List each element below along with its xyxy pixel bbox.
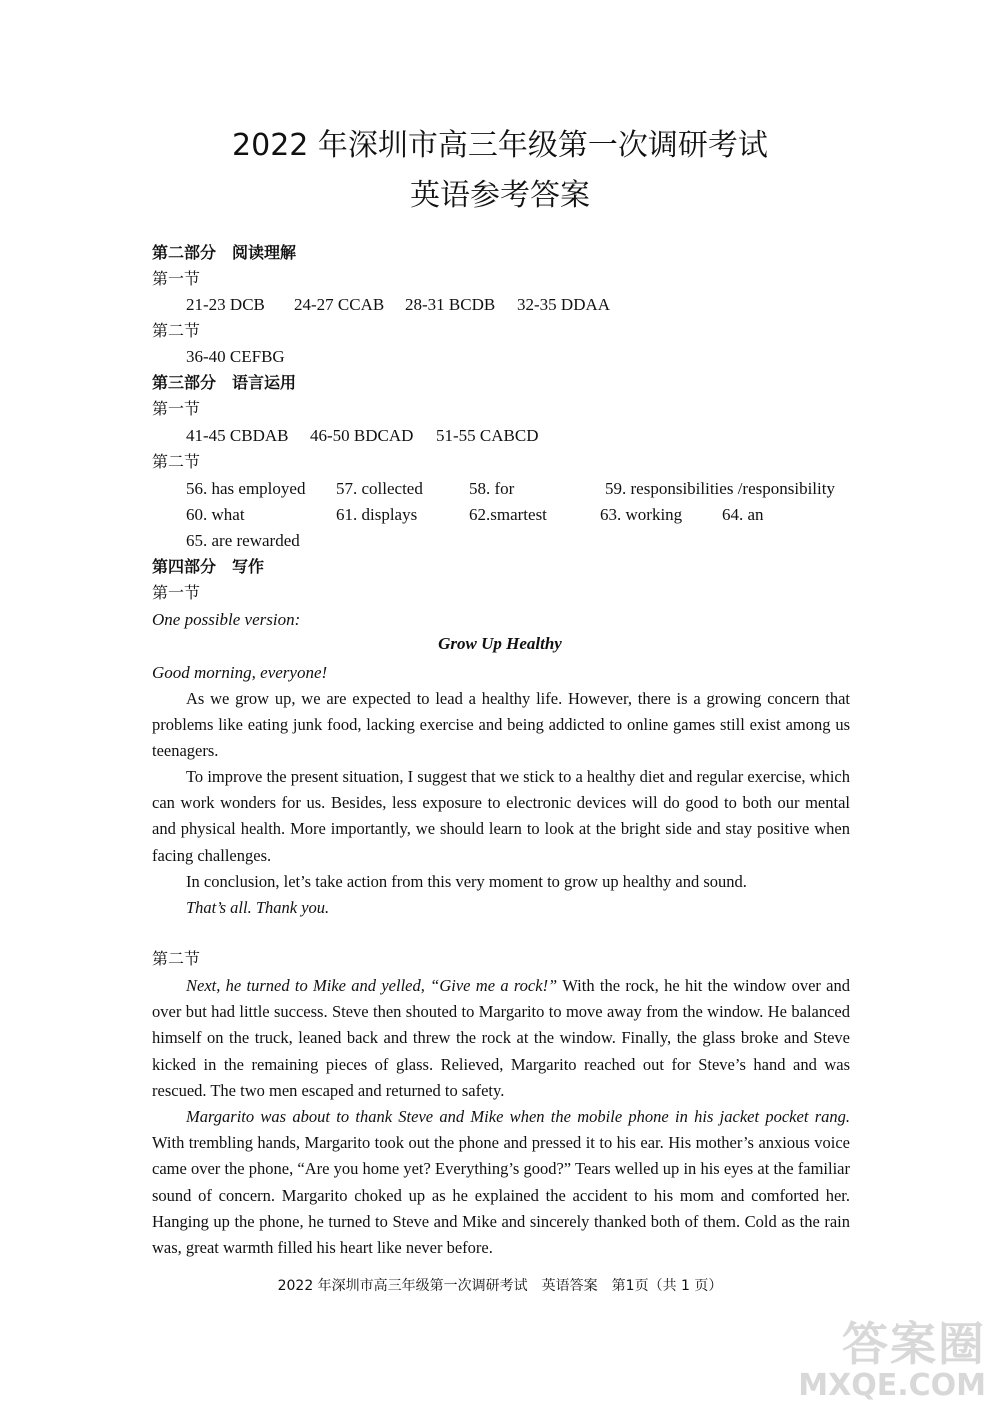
grammar-answer: 60. what bbox=[186, 505, 245, 524]
watermark-url: MXQE.COM bbox=[798, 1368, 986, 1403]
answer-group: 36-40 CEFBG bbox=[186, 347, 285, 366]
part3-sec1-label: 第一节 bbox=[152, 399, 201, 418]
grammar-answer: 59. responsibilities /responsibility bbox=[605, 479, 835, 498]
answer-group: 21-23 DCB bbox=[186, 295, 265, 314]
part4-sec2-label: 第二节 bbox=[152, 949, 201, 968]
story-text: With the rock, he hit the window over and over but had little success. Steve then shouted to Margarito to move away from the window. He balanced himself on the truck, leaned back and threw the rock at the window. Finally, the glass broke and Steve kicked in the remaining pieces of glass. Relieved, Margarito reached out for Steve’s hand and was rescued. The two men escaped and returned to safety. bbox=[152, 976, 851, 1100]
part2-heading: 第二部分 阅读理解 bbox=[152, 243, 297, 262]
answer-group: 46-50 BDCAD bbox=[310, 426, 414, 445]
page-subtitle: 英语参考答案 bbox=[410, 178, 590, 213]
part2-sec1-label: 第一节 bbox=[152, 269, 201, 288]
part4-sec1-label: 第一节 bbox=[152, 583, 201, 602]
grammar-answer: 56. has employed bbox=[186, 479, 306, 498]
grammar-answer: 57. collected bbox=[336, 479, 423, 498]
story-paragraph bbox=[152, 1104, 850, 1261]
answer-group: 41-45 CBDAB bbox=[186, 426, 289, 445]
site-watermark bbox=[786, 1308, 986, 1408]
answer-group: 32-35 DDAA bbox=[517, 295, 611, 314]
grammar-answer: 58. for bbox=[469, 479, 515, 498]
answer-group: 24-27 CCAB bbox=[294, 295, 385, 314]
grammar-answer: 62.smartest bbox=[469, 505, 547, 524]
grammar-answer: 64. an bbox=[722, 505, 764, 524]
part3-heading: 第三部分 语言运用 bbox=[152, 373, 297, 392]
answer-group: 28-31 BCDB bbox=[405, 295, 496, 314]
page-title: 2022 年深圳市高三年级第一次调研考试 bbox=[232, 128, 768, 163]
story-paragraph bbox=[152, 973, 850, 1104]
part4-heading: 第四部分 写作 bbox=[152, 557, 265, 576]
grammar-answer: 63. working bbox=[600, 505, 683, 524]
watermark-logo-text: 答案圈 bbox=[842, 1317, 986, 1371]
story-lead-sentence: Margarito was about to thank Steve and Mike when the mobile phone in his jacket pocket rang. bbox=[186, 1107, 850, 1126]
essay-paragraph: To improve the present situation, I suggest that we stick to a healthy diet and regular exercise, which can work wonders for us. Besides, less exposure to electronic devices will do good to both our mental and physical health. More importantly, we should learn to look at the bright side and stay positive when facing challenges. bbox=[152, 767, 850, 865]
essay-closing: That’s all. Thank you. bbox=[186, 898, 330, 917]
story-text: With trembling hands, Margarito took out the phone and pressed it to his ear. His mother’s anxious voice came over the phone, “Are you home yet? Everything’s good?” Tears welled up in his eyes at the familiar sound of concern. Margarito choked up as he explained the accident to his mom and comforted her. Hanging up the phone, he turned to Steve and Mike and sincerely thanked both of them. Cold as the rain was, great warmth filled his heart like never before. bbox=[152, 1133, 850, 1258]
part2-sec2-label: 第二节 bbox=[152, 321, 201, 340]
essay-paragraph: As we grow up, we are expected to lead a healthy life. However, there is a growing concern that problems like eating junk food, lacking exercise and being addicted to online games still exist among us teenagers. bbox=[152, 689, 850, 761]
grammar-answer: 61. displays bbox=[336, 505, 418, 524]
page-footer: 2022 年深圳市高三年级第一次调研考试 英语答案 第1页（共 1 页） bbox=[277, 1278, 723, 1294]
grammar-answer: 65. are rewarded bbox=[186, 531, 300, 550]
essay-paragraph: In conclusion, let’s take action from this very moment to grow up healthy and sound. bbox=[186, 872, 747, 891]
essay-title: Grow Up Healthy bbox=[438, 634, 562, 653]
answer-group: 51-55 CABCD bbox=[436, 426, 539, 445]
version-label: One possible version: bbox=[152, 610, 301, 629]
story-lead-sentence: Next, he turned to Mike and yelled, “Give me a rock!” bbox=[186, 976, 558, 995]
part3-sec2-label: 第二节 bbox=[152, 452, 201, 471]
essay-greeting: Good morning, everyone! bbox=[152, 663, 328, 682]
